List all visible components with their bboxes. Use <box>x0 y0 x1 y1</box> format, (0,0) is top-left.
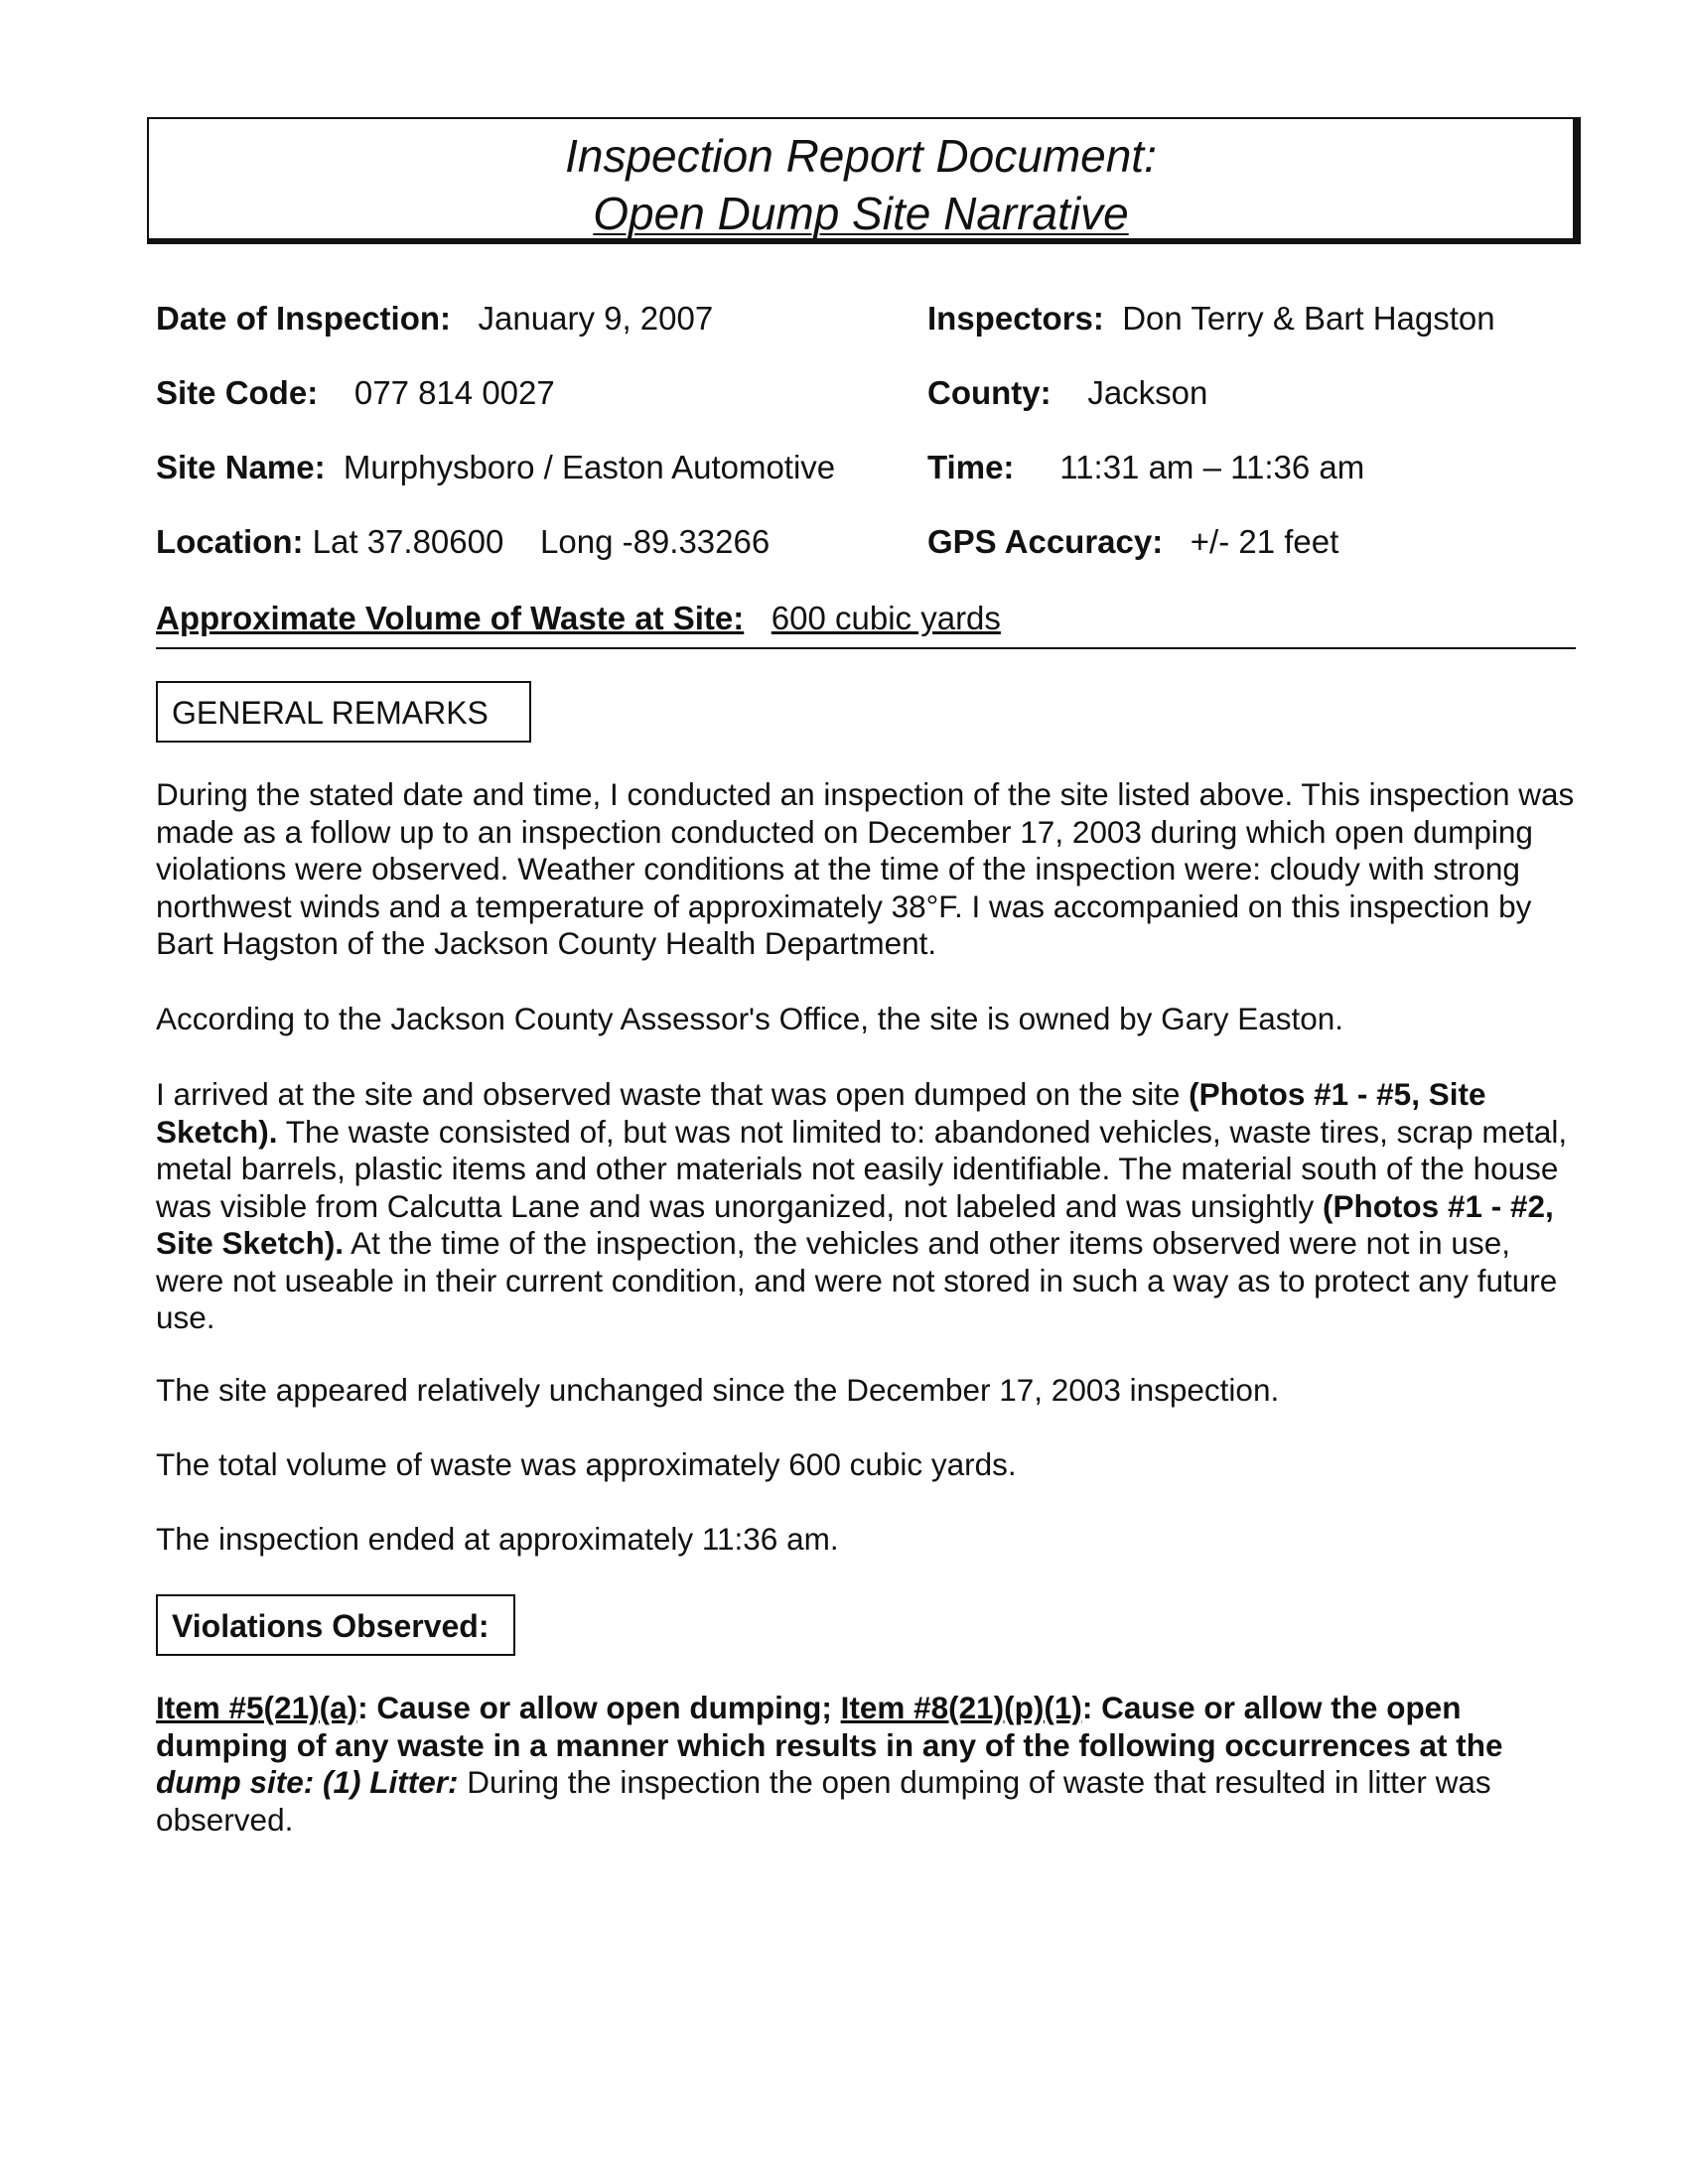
site-name-value: Murphysboro / Easton Automotive <box>343 449 836 485</box>
p3-photo-ref-1: (Photos #1 - #5, Site Sketch). <box>156 1076 1486 1150</box>
remarks-paragraph-3 <box>156 1076 1586 1337</box>
volume-value: 600 cubic yards <box>771 600 1001 636</box>
site-name-label: Site Name: <box>156 449 326 485</box>
location <box>156 523 770 561</box>
site-code-value: 077 814 0027 <box>353 374 555 411</box>
site-code-label: Site Code: <box>156 374 319 411</box>
p3-photo-ref-2: (Photos #1 - #2, Site Sketch). <box>156 1187 1554 1261</box>
gps-label: GPS Accuracy: <box>927 523 1164 560</box>
general-remarks-heading: GENERAL REMARKS <box>156 681 531 743</box>
gps-accuracy <box>927 523 1338 561</box>
remarks-paragraph-1: During the stated date and time, I conducted an inspection of the site listed above. This inspection was made as a follow up to an inspection conducted on December 17, 2003 during which open dumping violations were observed. Weather conditions at the time of the inspection were: cloudy with strong northwest winds and a temperature of approximately 38°F. I was accompanied on this inspection by Bart Hagston of the Jackson County Health Department. <box>156 776 1575 961</box>
remarks-paragraph-6: The inspection ended at approximately 11:36 am. <box>156 1521 839 1557</box>
date-label: Date of Inspection: <box>156 300 452 337</box>
inspectors-value: Don Terry & Bart Hagston <box>1122 300 1495 337</box>
p3-text-e: At the time of the inspection, the vehicles and other items observed were not in use, were not useable in their current condition, and were not stored in such a way as to protect any future use. <box>156 1225 1558 1335</box>
date-of-inspection <box>156 300 713 338</box>
violation-item-2-desc: : Cause or allow the open dumping of any waste in a manner which results in any of the following occurrences at the <box>156 1690 1503 1763</box>
site-code <box>156 374 555 412</box>
county-value: Jackson <box>1087 374 1208 411</box>
violation-item-1-desc: : Cause or allow open dumping; <box>357 1690 841 1725</box>
location-label: Location: <box>156 523 304 560</box>
time-value: 11:31 am – 11:36 am <box>1059 449 1365 485</box>
time-label: Time: <box>927 449 1015 485</box>
county-label: County: <box>927 374 1052 411</box>
location-value: Lat 37.80600 Long -89.33266 <box>312 523 771 560</box>
volume-label: Approximate Volume of Waste at Site: <box>156 600 745 636</box>
report-title-box <box>147 117 1581 244</box>
gps-value: +/- 21 feet <box>1190 523 1339 560</box>
p3-text-a: I arrived at the site and observed waste that was open dumped on the site <box>156 1076 1190 1112</box>
violation-item-1: Item #5(21)(a) <box>156 1690 358 1725</box>
inspectors <box>927 300 1495 338</box>
time <box>927 449 1364 486</box>
county <box>927 374 1207 412</box>
report-title: Inspection Report Document: <box>565 130 1157 182</box>
remarks-paragraph-2: According to the Jackson County Assessor's Office, the site is owned by Gary Easton. <box>156 1001 1344 1036</box>
remarks-paragraph-4: The site appeared relatively unchanged since the December 17, 2003 inspection. <box>156 1372 1280 1408</box>
report-subtitle: Open Dump Site Narrative <box>593 188 1129 239</box>
site-name <box>156 449 835 486</box>
violations-heading: Violations Observed: <box>156 1594 515 1656</box>
violations-paragraph <box>156 1690 1586 1839</box>
remarks-paragraph-5: The total volume of waste was approximately 600 cubic yards. <box>156 1446 1017 1482</box>
p3-text-c: The waste consisted of, but was not limited to: abandoned vehicles, waste tires, scrap metal, metal barrels, plastic items and other materials not easily identifiable. The material south of the house was visible from Calcutta Lane and was unorganized, not labeled and was unsightly <box>156 1113 1568 1224</box>
violation-observation: During the inspection the open dumping of waste that resulted in litter was observed. <box>156 1764 1491 1838</box>
date-value: January 9, 2007 <box>478 300 714 337</box>
inspectors-label: Inspectors: <box>927 300 1104 337</box>
dump-site-litter: dump site: (1) Litter: <box>156 1764 459 1800</box>
violation-item-2: Item #8(21)(p)(1) <box>840 1690 1082 1725</box>
approximate-volume <box>156 600 1576 649</box>
